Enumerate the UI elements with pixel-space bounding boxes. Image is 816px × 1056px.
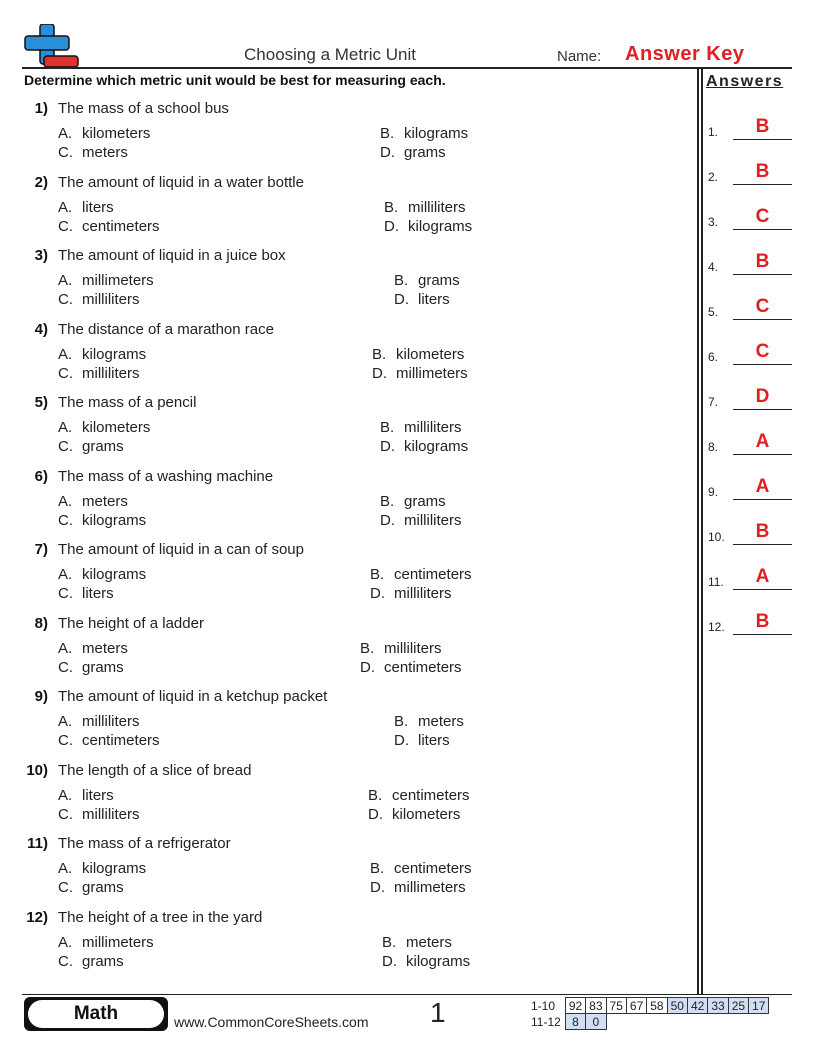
page-number: 1 — [430, 997, 446, 1028]
answer-item — [708, 382, 794, 412]
answer-line — [733, 229, 792, 230]
choice-text: kilometers — [396, 345, 465, 363]
choice-letter: D. — [370, 585, 385, 602]
choice-a — [58, 713, 140, 730]
question-text: The height of a ladder — [58, 614, 204, 632]
choice-b — [394, 272, 460, 289]
answer-number: 1. — [708, 125, 719, 139]
question-text: The length of a slice of bread — [58, 761, 252, 779]
question-number: 1) — [34, 100, 48, 117]
choice-text: milliliters — [82, 713, 140, 730]
choice-d — [382, 953, 470, 970]
question-number: 3) — [34, 247, 48, 264]
choice-letter: C. — [58, 952, 73, 970]
choice-text: kilograms — [82, 345, 147, 363]
choice-text: centimeters — [392, 786, 470, 804]
score-cell: 83 — [586, 998, 606, 1014]
question-number: 12) — [26, 908, 48, 926]
choice-a — [58, 640, 128, 657]
answer-value: A — [755, 566, 770, 587]
choice-text: kilometers — [82, 125, 151, 142]
choice-a — [58, 860, 146, 877]
page-title: Choosing a Metric Unit — [244, 45, 416, 64]
question-text: The distance of a marathon race — [58, 320, 274, 338]
choice-letter: A. — [58, 786, 73, 804]
choice-letter: C. — [58, 364, 73, 382]
question-text: The height of a tree in the yard — [58, 908, 263, 926]
question-item — [0, 688, 690, 758]
bottom-divider — [22, 994, 792, 995]
answer-line — [733, 589, 792, 590]
choice-text: grams — [82, 952, 124, 970]
answer-line — [733, 544, 792, 545]
choice-text: kilograms — [404, 438, 469, 455]
question-number: 8) — [34, 614, 48, 632]
question-item — [0, 247, 690, 317]
question-number: 11) — [27, 835, 48, 852]
choice-c — [58, 218, 160, 235]
answer-number: 6. — [708, 350, 719, 364]
choice-text: liters — [418, 732, 450, 749]
choice-text: millimeters — [82, 933, 154, 951]
choice-letter: D. — [380, 144, 395, 161]
choice-a — [58, 272, 154, 289]
choice-text: meters — [406, 933, 452, 951]
answer-item — [708, 472, 794, 502]
question-text: The mass of a school bus — [58, 100, 229, 117]
choice-a — [58, 125, 150, 142]
question-number: 5) — [34, 394, 48, 411]
choice-d — [394, 291, 450, 308]
question-number: 2) — [34, 173, 48, 191]
choice-text: milliliters — [408, 198, 466, 216]
choice-c — [58, 659, 124, 676]
question-item — [0, 762, 690, 832]
question-item — [0, 835, 690, 905]
choice-letter: C. — [58, 658, 73, 676]
answer-value: A — [755, 476, 770, 497]
answer-number: 12. — [708, 620, 725, 634]
choice-d — [394, 732, 450, 749]
choice-text: milliliters — [82, 364, 140, 382]
choice-letter: A. — [58, 492, 73, 510]
answer-column-divider — [697, 67, 699, 995]
choice-text: grams — [82, 658, 124, 676]
subject-label: Math — [28, 1000, 164, 1028]
choice-letter: B. — [370, 860, 385, 877]
answer-number: 2. — [708, 170, 719, 184]
choice-letter: B. — [368, 786, 383, 804]
choice-a — [58, 346, 146, 363]
question-item — [0, 394, 690, 464]
choice-text: millimeters — [396, 364, 468, 382]
choice-letter: C. — [58, 438, 73, 455]
answer-line — [733, 139, 792, 140]
answer-value: D — [755, 386, 770, 407]
choice-c — [58, 365, 140, 382]
choice-text: grams — [82, 438, 124, 455]
answer-item — [708, 202, 794, 232]
choice-d — [380, 512, 462, 529]
answer-line — [733, 499, 792, 500]
choice-c — [58, 291, 140, 308]
choice-letter: C. — [58, 291, 73, 308]
choice-d — [370, 879, 466, 896]
choice-b — [372, 346, 464, 363]
score-cell: 58 — [647, 998, 667, 1014]
choice-letter: A. — [58, 860, 73, 877]
choice-text: milliliters — [384, 639, 442, 657]
choice-letter: D. — [372, 364, 387, 382]
choice-c — [58, 879, 124, 896]
choice-a — [58, 493, 128, 510]
choice-text: centimeters — [394, 566, 472, 583]
choice-text: centimeters — [82, 732, 160, 749]
choice-text: kilograms — [404, 125, 469, 142]
choice-text: liters — [82, 198, 114, 216]
choice-letter: C. — [58, 144, 73, 161]
choice-text: centimeters — [394, 860, 472, 877]
choice-text: meters — [82, 639, 128, 657]
choice-text: milliliters — [404, 419, 462, 436]
choice-d — [368, 806, 460, 823]
choice-text: kilograms — [82, 860, 147, 877]
choice-letter: A. — [58, 125, 73, 142]
choice-d — [380, 438, 468, 455]
answer-value: B — [755, 251, 770, 272]
choice-letter: D. — [384, 217, 399, 235]
question-number: 9) — [34, 688, 48, 705]
choice-text: kilometers — [82, 419, 151, 436]
question-number: 6) — [34, 467, 48, 485]
choice-text: kilograms — [82, 566, 147, 583]
answer-number: 3. — [708, 215, 719, 229]
choice-text: milliliters — [404, 511, 462, 529]
choice-c — [58, 438, 124, 455]
choice-letter: C. — [58, 732, 73, 749]
answer-item — [708, 112, 794, 142]
question-text: The amount of liquid in a ketchup packet — [58, 688, 328, 705]
answer-number: 4. — [708, 260, 719, 274]
answer-value: C — [755, 206, 770, 227]
answer-value: C — [755, 296, 770, 317]
top-divider — [22, 67, 792, 69]
choice-letter: D. — [380, 438, 395, 455]
choice-c — [58, 512, 146, 529]
score-cell: 0 — [586, 1014, 606, 1030]
answer-item — [708, 247, 794, 277]
choice-letter: B. — [394, 713, 409, 730]
choice-letter: A. — [58, 272, 73, 289]
answer-item — [708, 427, 794, 457]
choice-letter: D. — [368, 805, 383, 823]
answer-line — [733, 319, 792, 320]
choice-text: kilometers — [392, 805, 461, 823]
question-text: The amount of liquid in a juice box — [58, 247, 286, 264]
choice-text: meters — [82, 492, 128, 510]
score-cell: 17 — [749, 998, 769, 1014]
question-item — [0, 468, 690, 538]
choice-letter: D. — [394, 291, 409, 308]
answer-item — [708, 337, 794, 367]
answers-title: Answers — [706, 73, 784, 90]
choice-d — [380, 144, 446, 161]
choice-letter: D. — [394, 732, 409, 749]
question-text: The amount of liquid in a water bottle — [58, 173, 304, 191]
choice-letter: C. — [58, 805, 73, 823]
choice-letter: A. — [58, 198, 73, 216]
answer-number: 10. — [708, 530, 725, 544]
choice-c — [58, 806, 140, 823]
answer-item — [708, 292, 794, 322]
choice-letter: D. — [370, 879, 385, 896]
score-row — [528, 1014, 769, 1030]
choice-b — [394, 713, 464, 730]
answer-number: 8. — [708, 440, 719, 454]
choice-letter: B. — [394, 272, 409, 289]
choice-text: grams — [404, 144, 446, 161]
choice-letter: A. — [58, 639, 73, 657]
choice-text: liters — [418, 291, 450, 308]
question-text: The amount of liquid in a can of soup — [58, 541, 304, 558]
score-row — [528, 998, 769, 1014]
choice-text: kilograms — [82, 511, 147, 529]
choice-a — [58, 419, 150, 436]
answer-line — [733, 184, 792, 185]
question-number: 4) — [34, 320, 48, 338]
choice-a — [58, 787, 114, 804]
question-item — [0, 321, 690, 391]
choice-letter: B. — [380, 419, 395, 436]
choice-letter: C. — [58, 879, 73, 896]
choice-letter: A. — [58, 566, 73, 583]
answer-value: B — [755, 611, 770, 632]
choice-b — [370, 566, 472, 583]
choice-b — [368, 787, 470, 804]
choice-letter: B. — [380, 125, 395, 142]
score-range-label: 1-10 — [531, 998, 556, 1013]
answer-number: 5. — [708, 305, 719, 319]
answer-line — [733, 634, 792, 635]
answer-value: A — [755, 431, 770, 452]
score-cell: 8 — [565, 1014, 585, 1030]
choice-a — [58, 934, 154, 951]
choice-letter: A. — [58, 345, 73, 363]
choice-text: grams — [418, 272, 460, 289]
choice-text: kilograms — [406, 952, 471, 970]
question-item — [0, 541, 690, 611]
choice-b — [380, 419, 462, 436]
choice-letter: B. — [384, 198, 399, 216]
answer-value: B — [755, 116, 770, 137]
website-link[interactable]: www.CommonCoreSheets.com — [174, 1014, 369, 1030]
answer-number: 7. — [708, 395, 719, 409]
choice-b — [384, 199, 466, 216]
choice-letter: D. — [382, 952, 397, 970]
choice-text: millimeters — [394, 879, 466, 896]
choice-c — [58, 732, 160, 749]
choice-letter: B. — [382, 933, 397, 951]
question-number: 7) — [34, 541, 48, 558]
choice-letter: C. — [58, 217, 73, 235]
score-cell: 75 — [606, 998, 626, 1014]
choice-letter: C. — [58, 511, 73, 529]
choice-letter: D. — [380, 511, 395, 529]
choice-letter: A. — [58, 713, 73, 730]
choice-d — [370, 585, 452, 602]
question-item — [0, 909, 690, 979]
answer-number: 9. — [708, 485, 719, 499]
answer-key-label: Answer Key — [625, 43, 745, 65]
answer-line — [733, 454, 792, 455]
answer-number: 11. — [708, 575, 724, 589]
question-text: The mass of a refrigerator — [58, 835, 231, 852]
choice-a — [58, 566, 146, 583]
choice-b — [380, 493, 446, 510]
choice-text: grams — [404, 492, 446, 510]
instructions: Determine which metric unit would be best for measuring each. — [24, 72, 446, 88]
question-item — [0, 615, 690, 685]
choice-c — [58, 144, 128, 161]
answer-item — [708, 562, 794, 592]
answer-value: C — [755, 341, 770, 362]
score-cell: 67 — [626, 998, 646, 1014]
question-item — [0, 174, 690, 244]
score-cell: 50 — [667, 998, 687, 1014]
choice-text: milliliters — [394, 585, 452, 602]
choice-b — [380, 125, 468, 142]
choice-letter: B. — [360, 639, 375, 657]
choice-letter: C. — [58, 585, 73, 602]
choice-text: millimeters — [82, 272, 154, 289]
choice-letter: D. — [360, 658, 375, 676]
answer-column-divider — [701, 67, 703, 995]
score-cell: 92 — [565, 998, 585, 1014]
choice-letter: A. — [58, 419, 73, 436]
choice-text: centimeters — [82, 217, 160, 235]
choice-text: milliliters — [82, 805, 140, 823]
choice-c — [58, 585, 114, 602]
name-label: Name: — [557, 48, 602, 65]
choice-letter: A. — [58, 933, 73, 951]
choice-text: milliliters — [82, 291, 140, 308]
answer-item — [708, 157, 794, 187]
math-badge — [24, 997, 168, 1031]
score-cell: 33 — [708, 998, 728, 1014]
answer-value: B — [755, 521, 770, 542]
answer-item — [708, 517, 794, 547]
choice-letter: B. — [372, 345, 387, 363]
question-item — [0, 100, 690, 170]
question-number: 10) — [26, 761, 48, 779]
question-text: The mass of a washing machine — [58, 467, 274, 485]
score-range-label: 11-12 — [531, 1014, 561, 1029]
score-table — [528, 997, 769, 1030]
choice-d — [360, 659, 462, 676]
choice-text: liters — [82, 585, 114, 602]
choice-b — [382, 934, 452, 951]
choice-a — [58, 199, 114, 216]
choice-letter: B. — [380, 492, 395, 510]
choice-d — [384, 218, 472, 235]
choice-b — [360, 640, 442, 657]
choice-text: meters — [82, 144, 128, 161]
choice-c — [58, 953, 124, 970]
answer-line — [733, 409, 792, 410]
choice-text: meters — [418, 713, 464, 730]
answer-line — [733, 364, 792, 365]
choice-b — [370, 860, 472, 877]
question-text: The mass of a pencil — [58, 394, 197, 411]
answer-value: B — [755, 161, 770, 182]
choice-text: grams — [82, 879, 124, 896]
score-cell: 25 — [728, 998, 748, 1014]
answer-line — [733, 274, 792, 275]
choice-d — [372, 365, 468, 382]
choice-text: liters — [82, 786, 114, 804]
score-cell: 42 — [687, 998, 707, 1014]
choice-text: centimeters — [384, 658, 462, 676]
choice-text: kilograms — [408, 217, 473, 235]
answer-item — [708, 607, 794, 637]
choice-letter: B. — [370, 566, 385, 583]
